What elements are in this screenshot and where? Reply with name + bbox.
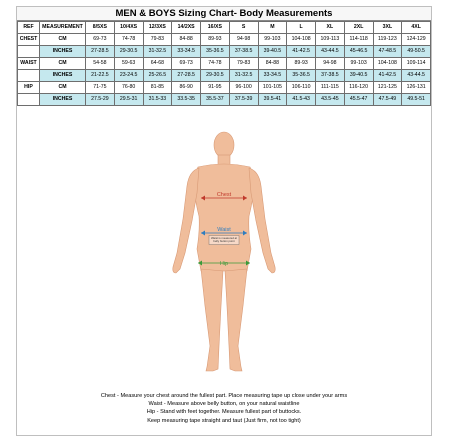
value-cell: 31-32.5: [229, 70, 258, 82]
value-cell: 74-78: [201, 58, 230, 70]
value-cell: 79-83: [143, 34, 172, 46]
value-cell: 104-108: [287, 34, 316, 46]
header-cell: L: [287, 22, 316, 34]
ref-cell: [18, 94, 40, 106]
hip-label: Hip: [219, 261, 229, 267]
value-cell: 101-105: [258, 82, 287, 94]
value-cell: 35.5-37: [201, 94, 230, 106]
value-cell: 111-115: [316, 82, 345, 94]
unit-cell: INCHES: [40, 70, 86, 82]
instruction-tape: Keep measuring tape straight and taut (Just firm, not too tight): [147, 417, 301, 424]
ref-cell: CHEST: [18, 34, 40, 46]
value-cell: 35-36.5: [201, 46, 230, 58]
value-cell: 41-42.5: [373, 70, 402, 82]
value-cell: 124-129: [402, 34, 431, 46]
value-cell: 119-123: [373, 34, 402, 46]
value-cell: 126-131: [402, 82, 431, 94]
value-cell: 31-32.5: [143, 46, 172, 58]
size-table: [17, 21, 431, 106]
value-cell: 64-68: [143, 58, 172, 70]
value-cell: 116-120: [344, 82, 373, 94]
instruction-hip: Hip - Stand with feet together. Measure fullest part of buttocks.: [146, 409, 302, 416]
value-cell: 99-103: [258, 34, 287, 46]
unit-cell: INCHES: [40, 94, 86, 106]
value-cell: 35-36.5: [287, 70, 316, 82]
header-cell: 10/4XS: [114, 22, 143, 34]
chart-title: MEN & BOYS Sizing Chart- Body Measurements: [17, 7, 431, 21]
value-cell: 81-85: [143, 82, 172, 94]
value-cell: 33-34.5: [172, 46, 201, 58]
value-cell: 27.5-29: [86, 94, 115, 106]
body-figure-area: [17, 131, 431, 381]
body-silhouette: [173, 132, 275, 371]
value-cell: 45.5-47: [344, 94, 373, 106]
value-cell: 37.5-39: [229, 94, 258, 106]
value-cell: 21-22.5: [86, 70, 115, 82]
value-cell: 39.5-41: [258, 94, 287, 106]
value-cell: 39-40.5: [344, 70, 373, 82]
value-cell: 89-93: [287, 58, 316, 70]
ref-cell: [18, 70, 40, 82]
header-cell: XL: [316, 22, 345, 34]
value-cell: 74-78: [114, 34, 143, 46]
header-cell: 14/2XS: [172, 22, 201, 34]
size-table-body: [18, 34, 431, 106]
waist-label: Waist: [217, 227, 231, 233]
table-row: [18, 34, 431, 46]
header-cell: MEASUREMENT: [40, 22, 86, 34]
value-cell: 76-80: [114, 82, 143, 94]
value-cell: 45-46.5: [344, 46, 373, 58]
value-cell: 43.5-45: [316, 94, 345, 106]
chest-label: Chest: [216, 192, 232, 198]
value-cell: 27-28.5: [86, 46, 115, 58]
value-cell: 29.5-31: [114, 94, 143, 106]
value-cell: 37-38.5: [229, 46, 258, 58]
value-cell: 29-30.5: [114, 46, 143, 58]
value-cell: 39-40.5: [258, 46, 287, 58]
value-cell: 99-103: [344, 58, 373, 70]
value-cell: 86-90: [172, 82, 201, 94]
waist-note: Waist is measured at belly button point: [210, 235, 237, 243]
value-cell: 47.5-49: [373, 94, 402, 106]
header-cell: 4XL: [402, 22, 431, 34]
measurement-instructions: [17, 392, 431, 425]
instruction-waist: Waist - Measure above belly button, on your natural waistline: [148, 401, 300, 408]
value-cell: 106-110: [287, 82, 316, 94]
value-cell: 41-42.5: [287, 46, 316, 58]
value-cell: 94-98: [316, 58, 345, 70]
value-cell: 91-95: [201, 82, 230, 94]
ref-cell: HIP: [18, 82, 40, 94]
value-cell: 41.5-43: [287, 94, 316, 106]
header-cell: REF: [18, 22, 40, 34]
value-cell: 69-73: [86, 34, 115, 46]
value-cell: 71-75: [86, 82, 115, 94]
value-cell: 54-58: [86, 58, 115, 70]
value-cell: 31.5-33: [143, 94, 172, 106]
header-cell: 12/3XS: [143, 22, 172, 34]
value-cell: 59-63: [114, 58, 143, 70]
header-cell: S: [229, 22, 258, 34]
value-cell: 29-30.5: [201, 70, 230, 82]
value-cell: 33-34.5: [258, 70, 287, 82]
ref-cell: WAIST: [18, 58, 40, 70]
value-cell: 84-88: [258, 58, 287, 70]
value-cell: 33.5-35: [172, 94, 201, 106]
value-cell: 27-28.5: [172, 70, 201, 82]
value-cell: 43-44.5: [316, 46, 345, 58]
table-row: [18, 58, 431, 70]
table-row: [18, 70, 431, 82]
value-cell: 84-88: [172, 34, 201, 46]
table-row: [18, 46, 431, 58]
value-cell: 49-50.5: [402, 46, 431, 58]
value-cell: 104-108: [373, 58, 402, 70]
header-cell: M: [258, 22, 287, 34]
header-cell: 8/5XS: [86, 22, 115, 34]
value-cell: 43-44.5: [402, 70, 431, 82]
table-row: [18, 94, 431, 106]
body-figure: [17, 131, 431, 381]
table-row: [18, 82, 431, 94]
header-row: [18, 22, 431, 34]
header-cell: 16/XS: [201, 22, 230, 34]
value-cell: 47-48.5: [373, 46, 402, 58]
value-cell: 89-93: [201, 34, 230, 46]
value-cell: 96-100: [229, 82, 258, 94]
value-cell: 114-118: [344, 34, 373, 46]
instruction-chest: Chest - Measure your chest around the fullest part. Place measuring tape up close under your arms: [100, 393, 348, 399]
unit-cell: CM: [40, 58, 86, 70]
value-cell: 109-113: [316, 34, 345, 46]
value-cell: 94-98: [229, 34, 258, 46]
value-cell: 37-38.5: [316, 70, 345, 82]
value-cell: 121-125: [373, 82, 402, 94]
unit-cell: INCHES: [40, 46, 86, 58]
size-chart-frame: [16, 6, 432, 436]
header-cell: 3XL: [373, 22, 402, 34]
unit-cell: CM: [40, 82, 86, 94]
value-cell: 109-114: [402, 58, 431, 70]
value-cell: 79-83: [229, 58, 258, 70]
value-cell: 69-73: [172, 58, 201, 70]
value-cell: 25-26.5: [143, 70, 172, 82]
unit-cell: CM: [40, 34, 86, 46]
value-cell: 49.5-51: [402, 94, 431, 106]
header-cell: 2XL: [344, 22, 373, 34]
ref-cell: [18, 46, 40, 58]
value-cell: 23-24.5: [114, 70, 143, 82]
